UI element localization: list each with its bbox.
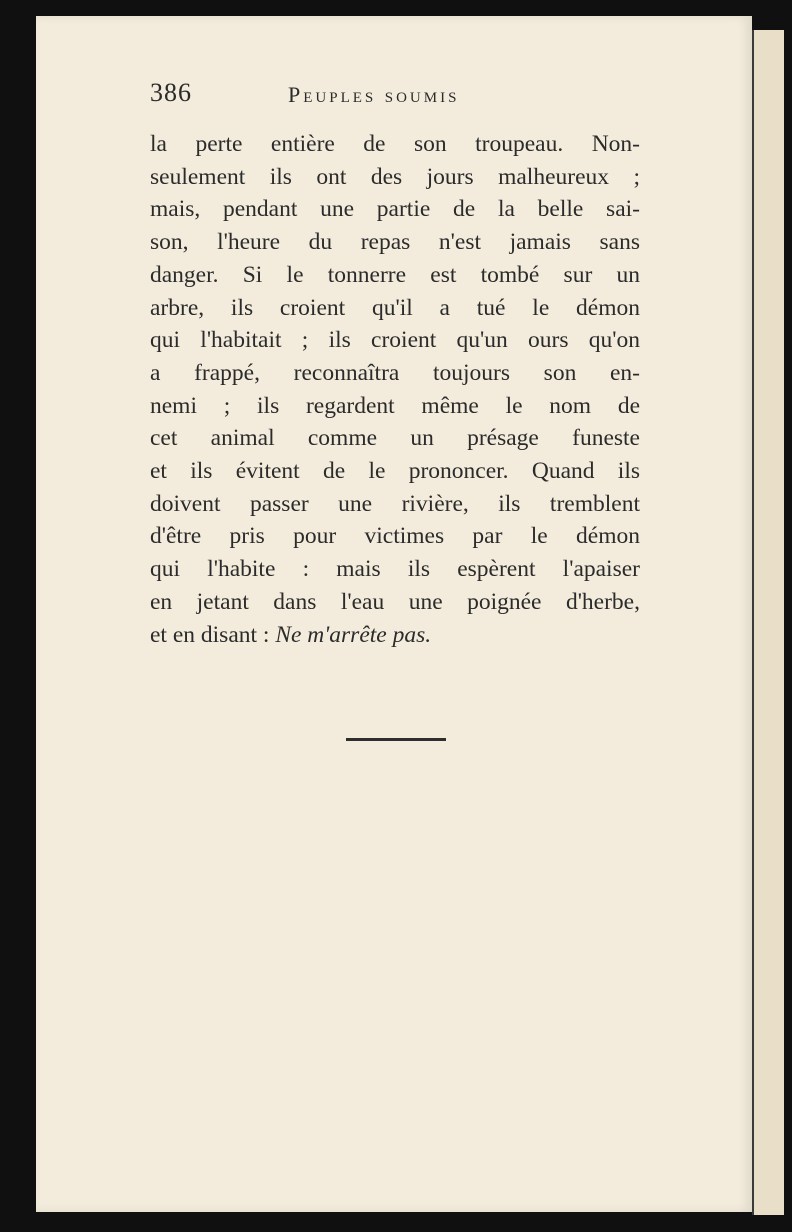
text-line: danger. Si le tonnerre est tombé sur un bbox=[150, 261, 640, 288]
text-line: d'être pris pour victimes par le démon bbox=[150, 523, 640, 550]
text-line: en jetant dans l'eau une poignée d'herbe, bbox=[150, 588, 640, 615]
text-line-last bbox=[150, 619, 640, 652]
text-line: mais, pendant une partie de la belle sai- bbox=[150, 196, 640, 223]
italic-quote: Ne m'arrête pas. bbox=[275, 621, 432, 648]
text-line: a frappé, reconnaîtra toujours son en- bbox=[150, 359, 640, 386]
text-line: son, l'heure du repas n'est jamais sans bbox=[150, 229, 640, 256]
text-line: la perte entière de son troupeau. Non- bbox=[150, 131, 640, 157]
text-line: qui l'habite : mais ils espèrent l'apaiser bbox=[150, 556, 640, 583]
text-line: arbre, ils croient qu'il a tué le démon bbox=[150, 294, 640, 321]
running-title: Peuples soumis bbox=[288, 82, 460, 107]
body-text bbox=[150, 128, 640, 651]
text-line: qui l'habitait ; ils croient qu'un ours qu'on bbox=[150, 327, 640, 354]
text-line: cet animal comme un présage funeste bbox=[150, 425, 640, 452]
last-line-prefix: et en disant : bbox=[150, 621, 276, 648]
section-end-rule bbox=[346, 738, 446, 741]
next-page-edge bbox=[752, 30, 784, 1215]
text-line: et ils évitent de le prononcer. Quand ils bbox=[150, 458, 640, 485]
page-number: 386 bbox=[150, 78, 192, 107]
text-line: doivent passer une rivière, ils tremblent bbox=[150, 490, 640, 517]
text-line: nemi ; ils regardent même le nom de bbox=[150, 392, 640, 419]
text-line: seulement ils ont des jours malheureux ; bbox=[150, 163, 640, 190]
page-header bbox=[150, 78, 650, 108]
